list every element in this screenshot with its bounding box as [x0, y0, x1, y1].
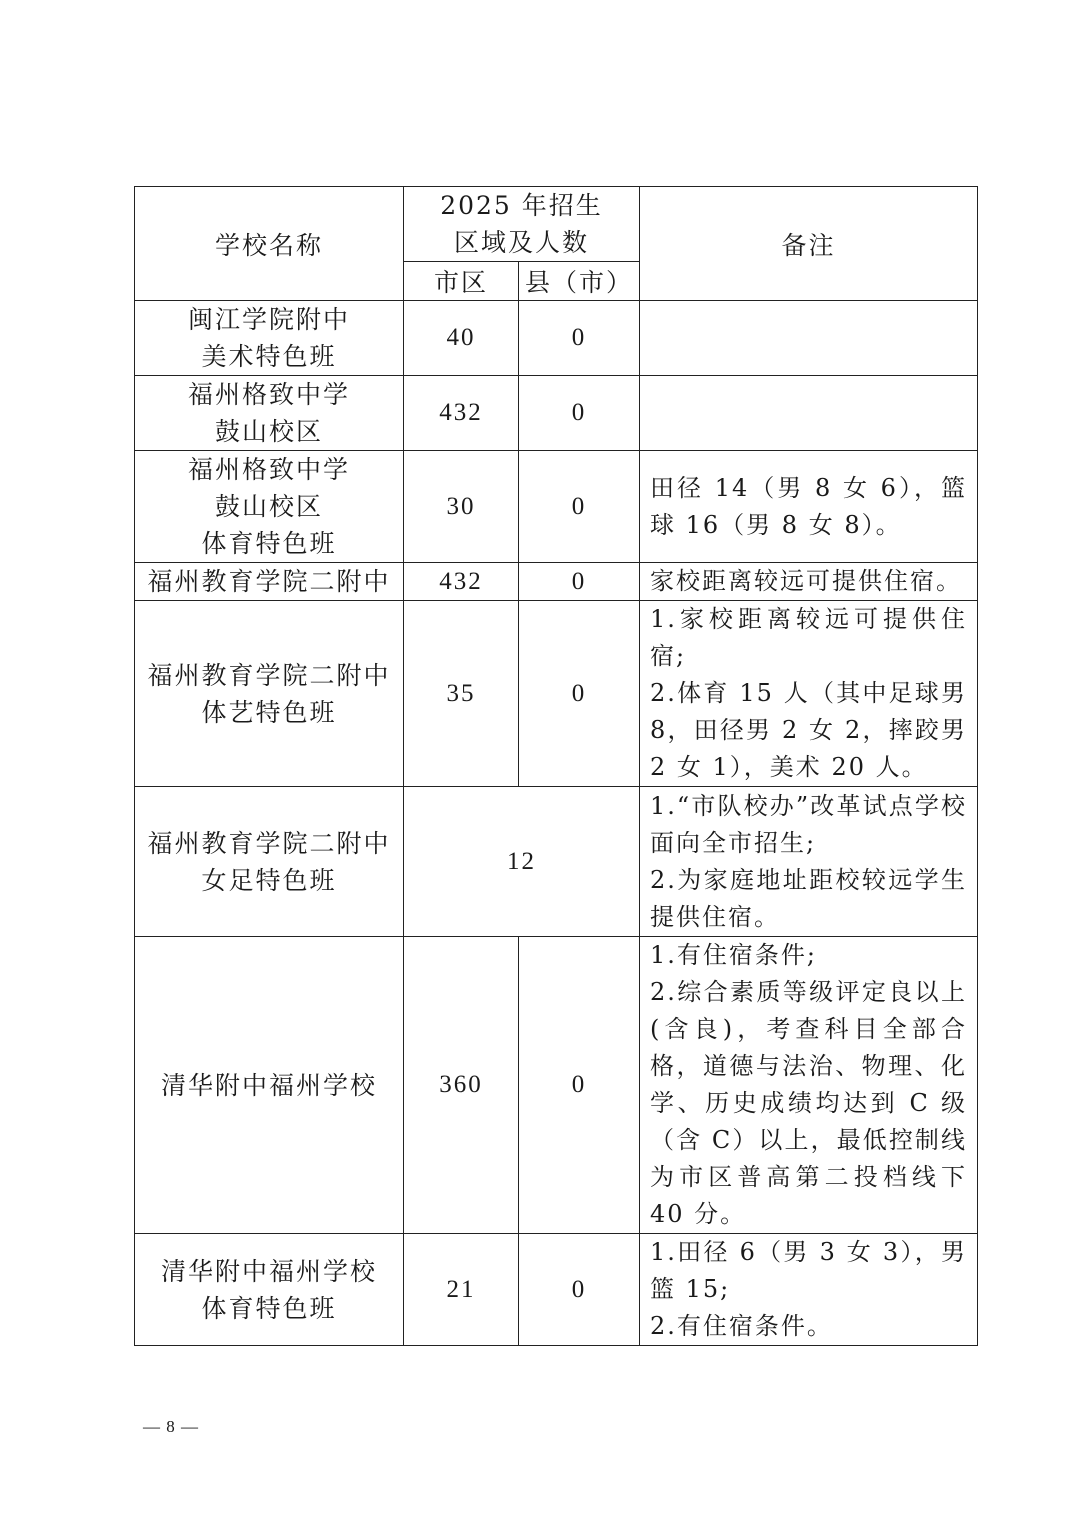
header-school-name: 学校名称	[135, 187, 404, 301]
header-county: 县（市）	[519, 262, 640, 301]
table-row	[135, 563, 978, 601]
header-remarks: 备注	[640, 187, 978, 301]
total-quota-cell: 12	[404, 787, 640, 937]
county-quota-cell: 0	[519, 376, 640, 451]
city-quota-cell: 432	[404, 376, 519, 451]
table-row	[135, 787, 978, 937]
county-quota-cell: 0	[519, 1234, 640, 1346]
table-row	[135, 376, 978, 451]
remarks-cell	[640, 301, 978, 376]
header-quota-title: 2025 年招生区域及人数	[404, 187, 640, 262]
school-name-cell: 福州教育学院二附中 体艺特色班	[135, 601, 404, 787]
remarks-cell: 1.家校距离较远可提供住宿; 2.体育 15 人（其中足球男 8，田径男 2 女 2，摔跤男 2 女 1），美术 20 人。	[640, 601, 978, 787]
table-row	[135, 1234, 978, 1346]
header-city: 市区	[404, 262, 519, 301]
county-quota-cell: 0	[519, 601, 640, 787]
table-row	[135, 601, 978, 787]
remarks-cell: 家校距离较远可提供住宿。	[640, 563, 978, 601]
school-name-cell: 清华附中福州学校 体育特色班	[135, 1234, 404, 1346]
county-quota-cell: 0	[519, 451, 640, 563]
city-quota-cell: 360	[404, 937, 519, 1234]
city-quota-cell: 40	[404, 301, 519, 376]
city-quota-cell: 432	[404, 563, 519, 601]
page-number: — 8 —	[143, 1417, 199, 1436]
header-row-1	[135, 187, 978, 262]
table-row	[135, 451, 978, 563]
city-quota-cell: 35	[404, 601, 519, 787]
remarks-cell	[640, 376, 978, 451]
school-name-cell: 福州教育学院二附中	[135, 563, 404, 601]
admissions-table	[134, 186, 978, 1346]
county-quota-cell: 0	[519, 563, 640, 601]
school-name-cell: 福州格致中学 鼓山校区 体育特色班	[135, 451, 404, 563]
table-row	[135, 301, 978, 376]
remarks-cell: 1.“市队校办”改革试点学校面向全市招生; 2.为家庭地址距校较远学生提供住宿。	[640, 787, 978, 937]
city-quota-cell: 30	[404, 451, 519, 563]
school-name-cell: 清华附中福州学校	[135, 937, 404, 1234]
school-name-cell: 闽江学院附中 美术特色班	[135, 301, 404, 376]
city-quota-cell: 21	[404, 1234, 519, 1346]
county-quota-cell: 0	[519, 301, 640, 376]
remarks-cell: 1.有住宿条件; 2.综合素质等级评定良以上(含良)，考查科目全部合格，道德与法治、物理、化学、历史成绩均达到 C 级（含 C）以上，最低控制线为市区普高第二投档线下 40 分。	[640, 937, 978, 1234]
school-name-cell: 福州教育学院二附中 女足特色班	[135, 787, 404, 937]
school-name-cell: 福州格致中学 鼓山校区	[135, 376, 404, 451]
table-row	[135, 937, 978, 1234]
remarks-cell: 田径 14（男 8 女 6），篮球 16（男 8 女 8）。	[640, 451, 978, 563]
remarks-cell: 1.田径 6（男 3 女 3），男篮 15; 2.有住宿条件。	[640, 1234, 978, 1346]
county-quota-cell: 0	[519, 937, 640, 1234]
